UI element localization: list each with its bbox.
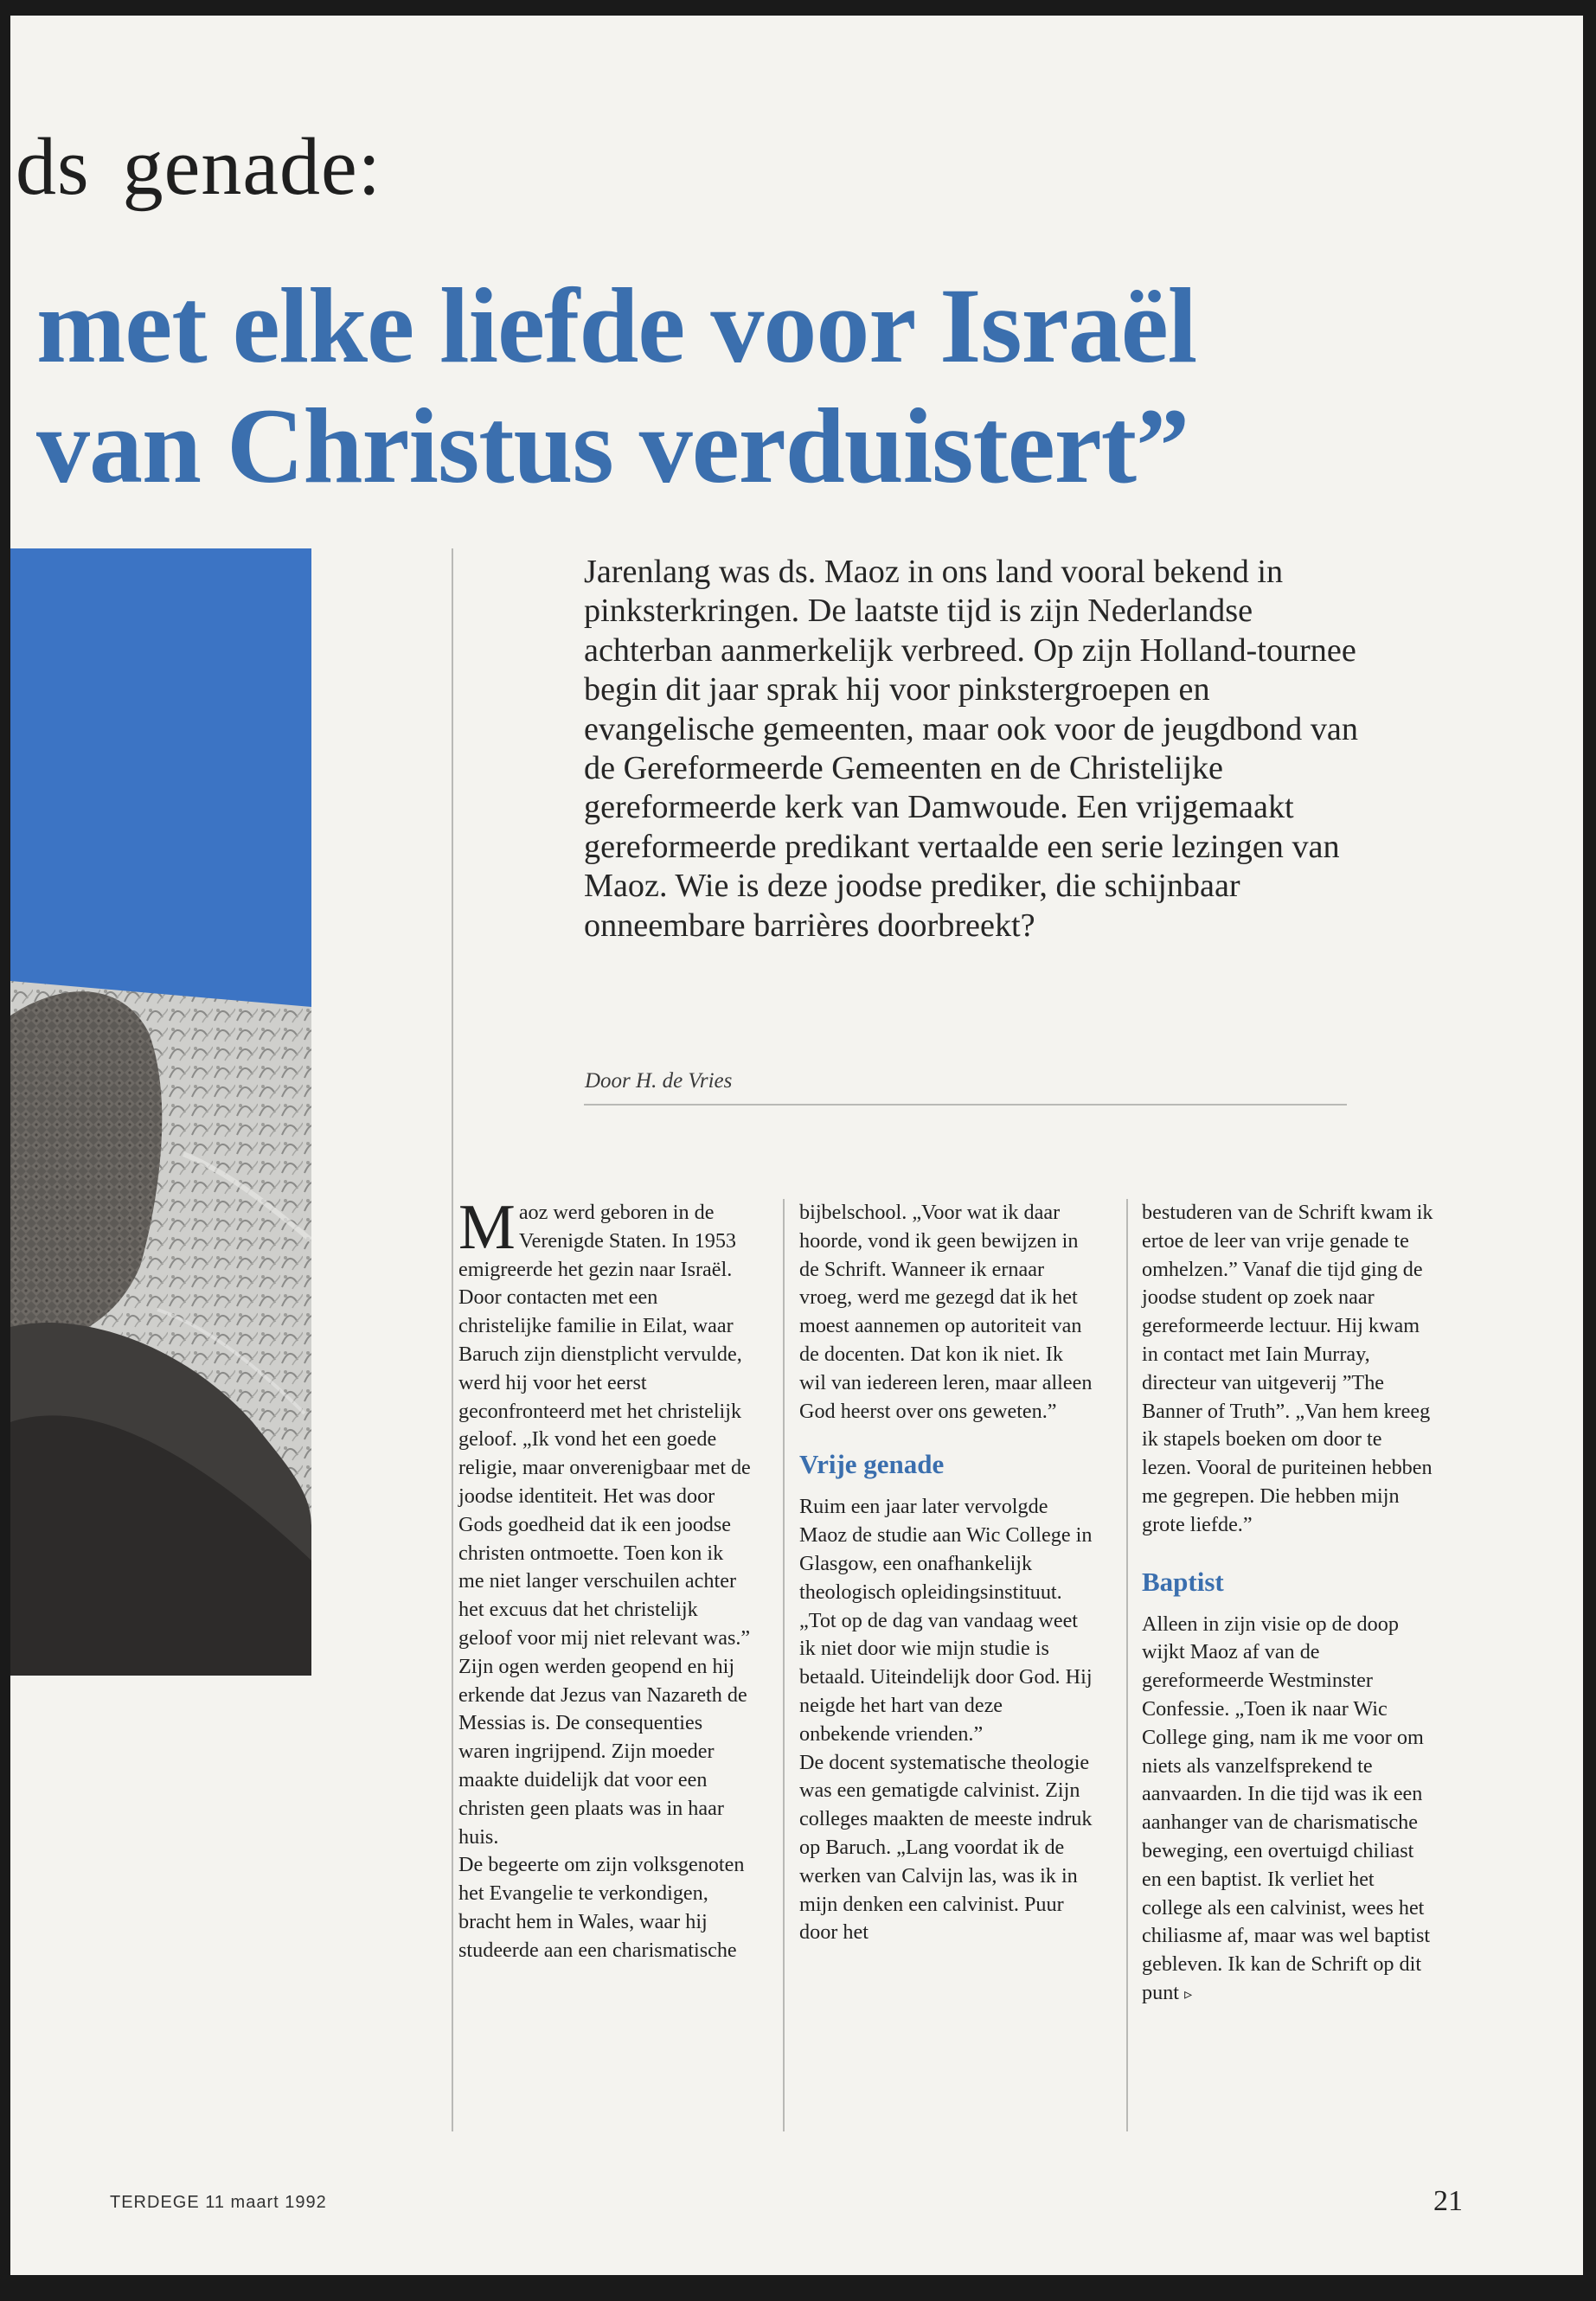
- footer-magazine-date: TERDEGE 11 maart 1992: [110, 2193, 327, 2212]
- headline-line-1: [16, 122, 381, 212]
- headline-word-genade: genade:: [122, 122, 381, 212]
- body-paragraph: Ruim een jaar later vervolgde Maoz de studie aan Wic College in Glasgow, een onafhankelijk theologisch opleidingsinstituut. „Tot op de dag van vandaag weet ik niet door wie mijn studie is betaald. Uiteindelijk door God. Hij neigde het hart van deze onbekende vrienden.”: [799, 1495, 1093, 1746]
- headline-main: [36, 266, 1196, 507]
- byline: Door H. de Vries: [585, 1069, 733, 1093]
- continue-arrow-icon: ▹: [1184, 1984, 1193, 2003]
- body-column-3: [1142, 1199, 1436, 2009]
- body-column-2: [799, 1199, 1093, 1947]
- page-number: 21: [1433, 2185, 1463, 2217]
- body-paragraph: De docent systematische theologie was een gematigde calvinist. Zijn colleges maakten de meeste indruk op Baruch. „Lang voordat ik de werken van Calvijn las, was ik in mijn denken een calvinist. Puur door het: [799, 1750, 1093, 1945]
- body-paragraph: bijbelschool. „Voor wat ik daar hoorde, vond ik geen bewijzen in de Schrift. Wanneer ik ernaar vroeg, werd me gezegd dat ik het moest aannemen op autoriteit van de docenten. Dat kon ik niet. Ik wil van iedereen leren, maar alleen God heerst over ons geweten.”: [799, 1201, 1093, 1423]
- column-rule-3: [1126, 1199, 1128, 2131]
- drop-cap: M: [458, 1192, 516, 1263]
- column-rule-2: [783, 1199, 785, 2131]
- paragraph-text: aoz werd geboren in de Verenigde Staten. In 1953 emigreerde het gezin naar Israël. Door contacten met een christelijke familie in Eilat, waar Baruch zijn dienstplicht vervulde, werd hij voor het eerst geconfronteerd met het christelijk geloof. „Ik vond het een goede religie, maar onverenigbaar met de joodse identiteit. Het was door Gods goedheid dat ik een joodse christen ontmoette. Toen kon ik me niet langer verschuilen achter het excuus dat het christelijk geloof voor mij niet relevant was.”: [458, 1201, 751, 1650]
- subhead-vrije-genade: Vrije genade: [799, 1449, 945, 1480]
- body-column-1: [458, 1192, 753, 1965]
- byline-rule: [584, 1104, 1347, 1106]
- column-rule-left: [452, 548, 453, 2131]
- subhead-baptist: Baptist: [1142, 1566, 1224, 1597]
- paragraph-text: Alleen in zijn visie op de doop wijkt Maoz af van de gereformeerde Westminster Confessie. „Toen ik naar Wic College ging, nam ik me voor om niets als vanzelfsprekend te aanvaarden. In die tijd was ik een aanhanger van de charismatische beweging, een overtuigd chiliast en een baptist. Ik verliet het college als een calvinist, wees het chiliasme af, maar was wel baptist gebleven. Ik kan de Schrift op dit punt: [1142, 1612, 1431, 2004]
- body-paragraph: [1142, 1611, 1436, 2009]
- magazine-page: [10, 16, 1583, 2275]
- body-paragraph: [458, 1192, 753, 1653]
- body-paragraph: De begeerte om zijn volksgenoten het Evangelie te verkondigen, bracht hem in Wales, waar hij studeerde aan een charismatische: [458, 1853, 745, 1962]
- headline-line-3: van Christus verduistert”: [36, 386, 1189, 505]
- article-photo: [10, 548, 311, 1676]
- headline-line-2: met elke liefde voor Israël: [36, 266, 1197, 385]
- headline-fragment: ds: [16, 122, 90, 212]
- intro-paragraph: Jarenlang was ds. Maoz in ons land vooral bekend in pinksterkringen. De laatste tijd is zijn Nederlandse achterban aanmerkelijk verbreed. Op zijn Holland-tournee begin dit jaar sprak hij voor pinkstergroepen en evangelische gemeenten, maar ook voor de jeugdbond van de Gereformeerde Gemeenten en de Christelijke gereformeerde kerk van Damwoude. Een vrijgemaakt gereformeerde predikant vertaalde een serie lezingen van Maoz. Wie is deze joodse prediker, die schijnbaar onneembare barrières doorbreekt?: [584, 554, 1358, 944]
- body-paragraph: bestuderen van de Schrift kwam ik ertoe de leer van vrije genade te omhelzen.” Vanaf die tijd ging de joodse student op zoek naar gereformeerde lectuur. Hij kwam in contact met Iain Murray, directeur van uitgeverij ”The Banner of Truth”. „Van hem kreeg ik stapels boeken om door te lezen. Vooral de puriteinen hebben me gegrepen. Die hebben mijn grote liefde.”: [1142, 1201, 1433, 1536]
- body-paragraph: Zijn ogen werden geopend en hij erkende dat Jezus van Nazareth de Messias is. De consequenties waren ingrijpend. Zijn moeder maakte duidelijk dat voor een christen geen plaats was in haar huis.: [458, 1654, 747, 1849]
